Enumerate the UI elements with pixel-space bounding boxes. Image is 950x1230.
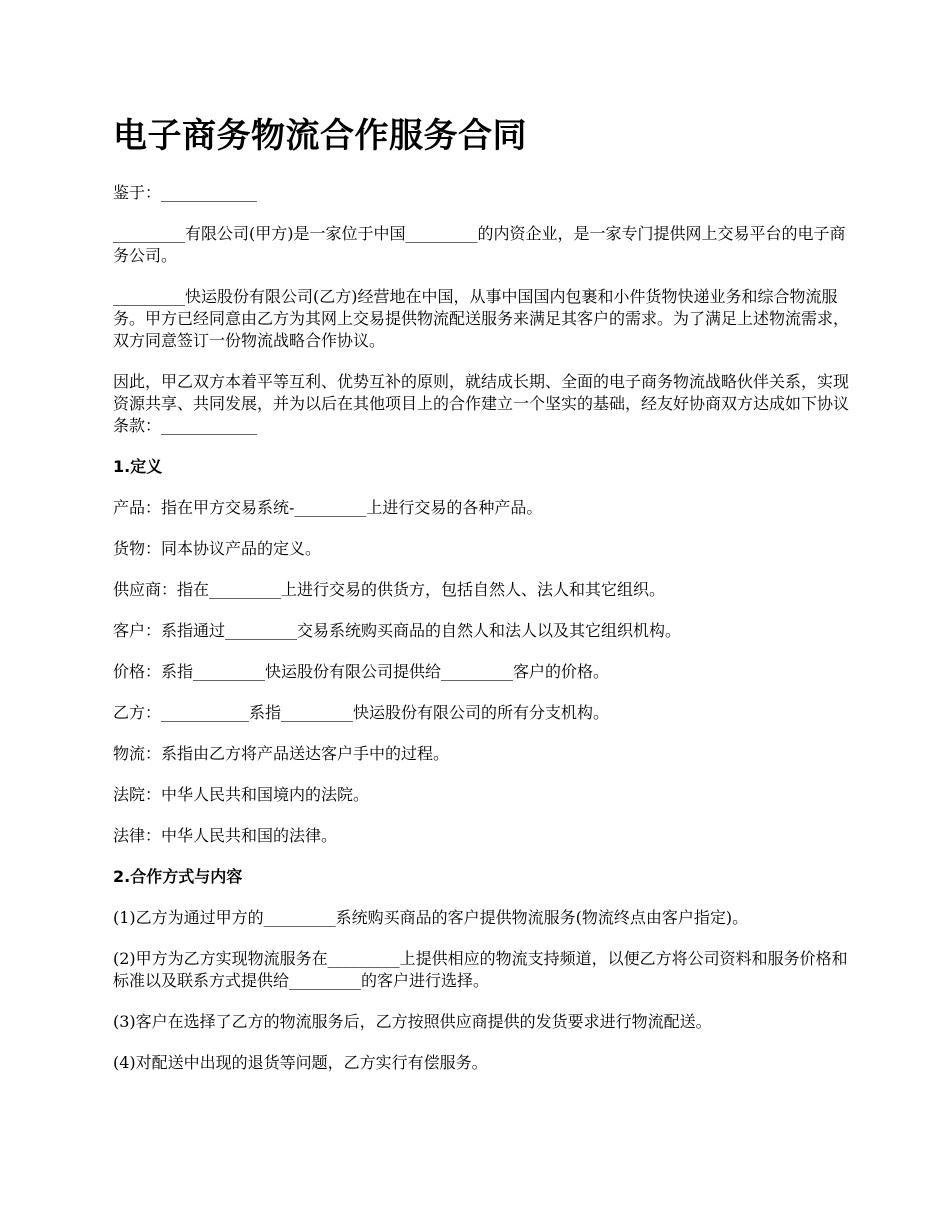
cooperation-item: (4)对配送中出现的退货等问题，乙方实行有偿服务。	[113, 1053, 488, 1072]
definition-item: 物流：系指由乙方将产品送达客户手中的过程。	[113, 744, 450, 763]
definition-item: 货物：同本协议产品的定义。	[113, 539, 322, 558]
cooperation-item: (1)乙方为通过甲方的_________系统购买商品的客户提供物流服务(物流终点由客户指定)。	[113, 908, 749, 927]
definition-item: 产品：指在甲方交易系统-_________上进行交易的各种产品。	[113, 498, 543, 517]
party-b-paragraph: _________快运股份有限公司(乙方)经营地在中国，从事中国国内包裹和小件货物快递业务和综合物流服务。甲方已经同意由乙方为其网上交易提供物流配送服务来满足其客户的需求。为了满足上述物流需求，双方同意签订一份物流战略合作协议。	[113, 287, 850, 350]
definition-item: 价格：系指_________快运股份有限公司提供给_________客户的价格。	[113, 662, 610, 681]
agreement-intro-paragraph: 因此，甲乙双方本着平等互利、优势互补的原则，就结成长期、全面的电子商务物流战略伙伴关系，实现资源共享、共同发展，并为以后在其他项目上的合作建立一个坚实的基础，经友好协商双方达成如下协议条款：____________	[113, 372, 850, 435]
definition-item: 乙方：___________系指_________快运股份有限公司的所有分支机构。	[113, 703, 610, 722]
definition-item: 供应商：指在_________上进行交易的供货方，包括自然人、法人和其它组织。	[113, 580, 666, 599]
cooperation-item: (2)甲方为乙方实现物流服务在_________上提供相应的物流支持频道，以便乙方将公司资料和服务价格和标准以及联系方式提供给_________的客户进行选择。	[113, 949, 848, 990]
contract-page	[113, 108, 853, 1093]
definition-item: 法院：中华人民共和国境内的法院。	[113, 785, 370, 804]
recital-paragraph: 鉴于：____________	[113, 183, 258, 202]
definition-item: 客户：系指通过_________交易系统购买商品的自然人和法人以及其它组织机构。	[113, 621, 682, 640]
section-heading-definitions: 1.定义	[113, 457, 163, 476]
section-heading-cooperation: 2.合作方式与内容	[113, 867, 243, 886]
cooperation-item: (3)客户在选择了乙方的物流服务后，乙方按照供应商提供的发货要求进行物流配送。	[113, 1012, 712, 1031]
document-title: 电子商务物流合作服务合同	[113, 116, 527, 156]
party-a-paragraph: _________有限公司(甲方)是一家位于中国_________的内资企业，是一家专门提供网上交易平台的电子商务公司。	[113, 224, 846, 265]
definition-item: 法律：中华人民共和国的法律。	[113, 826, 338, 845]
